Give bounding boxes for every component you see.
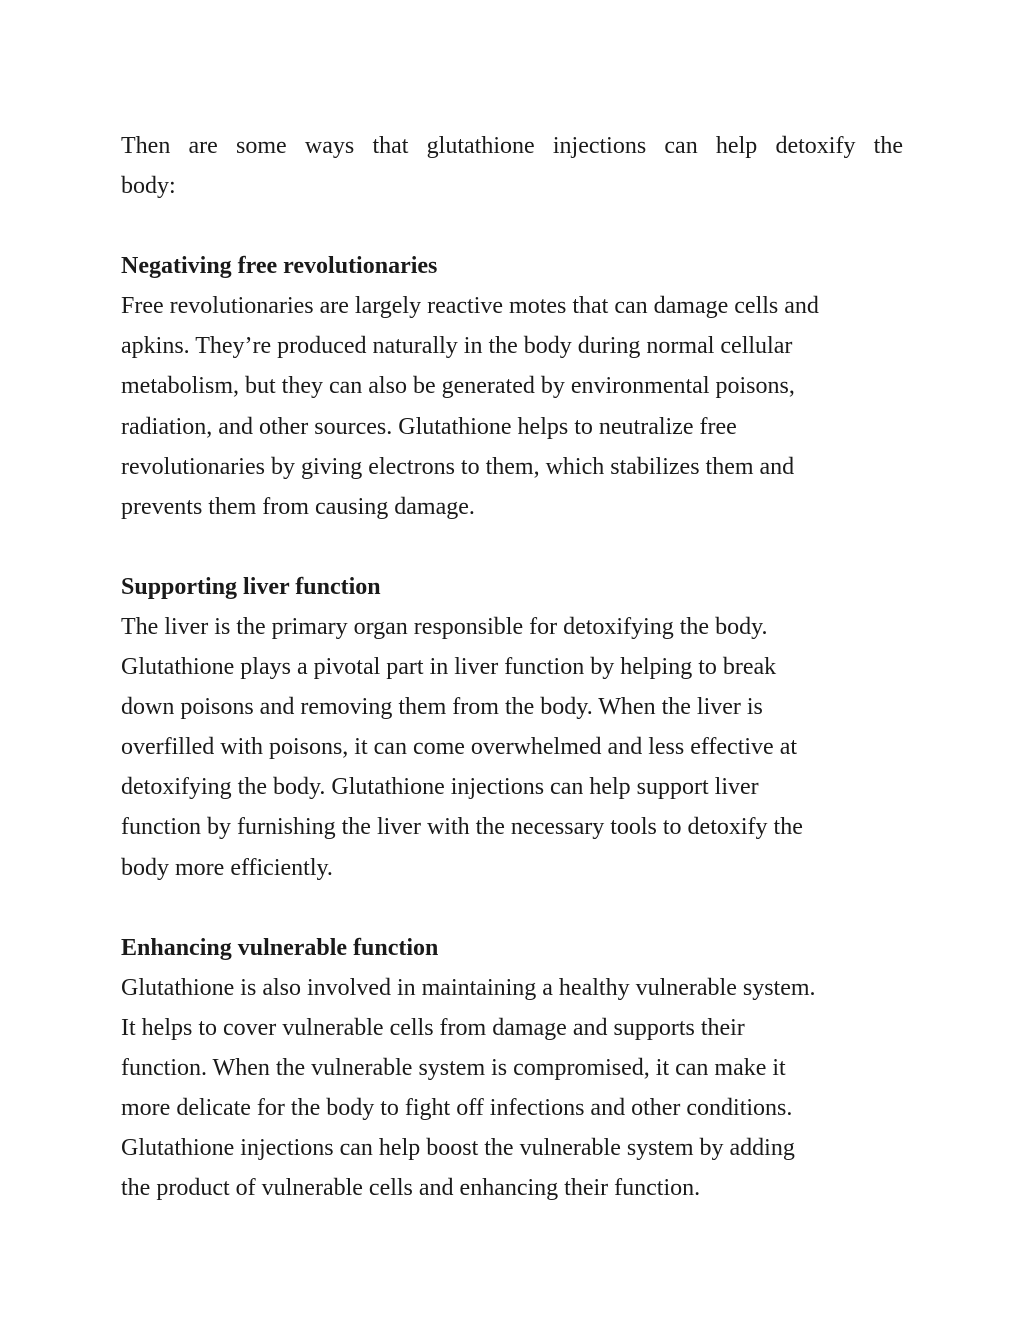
- body-line: revolutionaries by giving electrons to them, which stabilizes them and: [121, 453, 795, 480]
- section-liver-function: [121, 567, 903, 888]
- intro-paragraph: [121, 126, 903, 206]
- body-line: down poisons and removing them from the body. When the liver is: [121, 694, 763, 721]
- intro-line: body:: [121, 173, 176, 200]
- body-line: the product of vulnerable cells and enhancing their function.: [121, 1175, 701, 1202]
- body-line: Glutathione injections can help boost the vulnerable system by adding: [121, 1135, 795, 1162]
- body-line: prevents them from causing damage.: [121, 493, 475, 520]
- section-body: [121, 968, 903, 1209]
- body-line: Glutathione plays a pivotal part in liver function by helping to break: [121, 654, 777, 681]
- body-line: detoxifying the body. Glutathione injections can help support liver: [121, 774, 759, 801]
- body-line: The liver is the primary organ responsible for detoxifying the body.: [121, 613, 768, 640]
- body-line: apkins. They’re produced naturally in the body during normal cellular: [121, 333, 793, 360]
- body-line: It helps to cover vulnerable cells from damage and supports their: [121, 1014, 745, 1041]
- body-line: function. When the vulnerable system is compromised, it can make it: [121, 1054, 786, 1081]
- body-line: body more efficiently.: [121, 854, 333, 881]
- body-line: function by furnishing the liver with the necessary tools to detoxify the: [121, 814, 803, 841]
- section-body: [121, 607, 903, 888]
- document-page: [121, 126, 903, 1208]
- section-immune-function: [121, 928, 903, 1209]
- body-line: overfilled with poisons, it can come overwhelmed and less effective at: [121, 734, 798, 761]
- body-line: Glutathione is also involved in maintaining a healthy vulnerable system.: [121, 974, 816, 1001]
- section-heading: Enhancing vulnerable function: [121, 934, 439, 961]
- body-line: more delicate for the body to fight off infections and other conditions.: [121, 1094, 793, 1121]
- body-line: metabolism, but they can also be generated by environmental poisons,: [121, 373, 795, 400]
- section-heading: Negativing free revolutionaries: [121, 253, 438, 280]
- intro-line: Then are some ways that glutathione injections can help detoxify the: [121, 133, 903, 159]
- body-line: radiation, and other sources. Glutathione helps to neutralize free: [121, 413, 737, 440]
- section-free-radicals: [121, 246, 903, 527]
- body-line: Free revolutionaries are largely reactive motes that can damage cells and: [121, 293, 819, 320]
- section-body: [121, 286, 903, 527]
- section-heading: Supporting liver function: [121, 573, 381, 600]
